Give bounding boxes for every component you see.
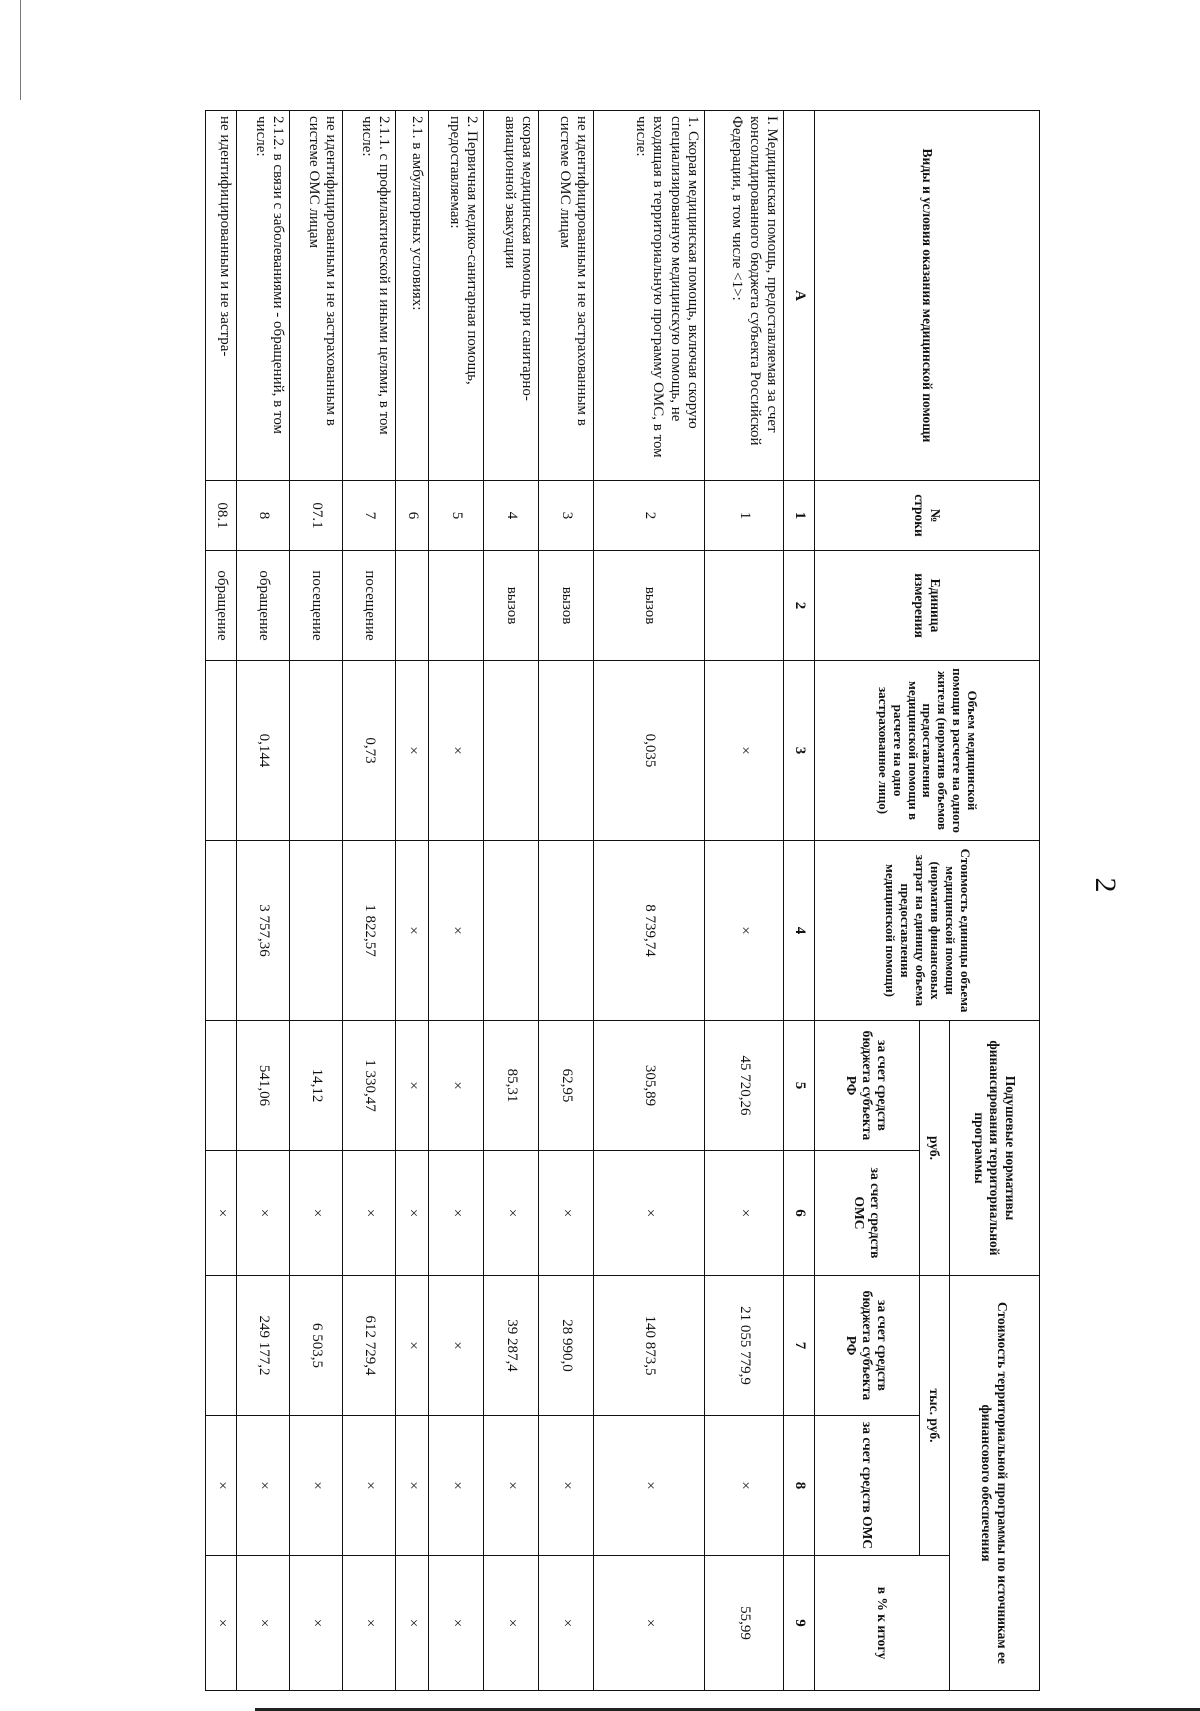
row-percent: × bbox=[396, 1556, 429, 1691]
row-cost-oms: × bbox=[705, 1416, 784, 1556]
header-unit: Единица измерения bbox=[815, 551, 1040, 661]
row-line: 6 bbox=[396, 481, 429, 551]
row-cost-oms: × bbox=[237, 1416, 290, 1556]
row-unit-cost bbox=[290, 841, 343, 1021]
header-percent: в % к итогу bbox=[815, 1556, 950, 1691]
table-row bbox=[396, 111, 429, 1691]
row-cost-oms: × bbox=[484, 1416, 539, 1556]
row-cost-budget: 28 990,0 bbox=[539, 1276, 594, 1416]
table-row bbox=[237, 111, 290, 1691]
row-norm-budget: × bbox=[396, 1021, 429, 1151]
row-norm-budget: 541,06 bbox=[237, 1021, 290, 1151]
row-line: 1 bbox=[705, 481, 784, 551]
index-cell: 3 bbox=[784, 661, 815, 841]
row-cost-budget: 249 177,2 bbox=[237, 1276, 290, 1416]
row-norm-oms: × bbox=[539, 1151, 594, 1276]
table-row bbox=[290, 111, 343, 1691]
row-cost-budget: 39 287,4 bbox=[484, 1276, 539, 1416]
row-percent: × bbox=[484, 1556, 539, 1691]
row-line: 5 bbox=[429, 481, 484, 551]
header-per-capita-norms: Подушевые нормативы финансирования территориальной программы bbox=[950, 1021, 1040, 1276]
index-cell: 7 bbox=[784, 1276, 815, 1416]
table-row bbox=[705, 111, 784, 1691]
row-line: 4 bbox=[484, 481, 539, 551]
row-cost-oms: × bbox=[396, 1416, 429, 1556]
row-name: 2.1.2. в связи с заболеваниями - обращений, в том числе: bbox=[237, 111, 290, 481]
row-norm-oms: × bbox=[343, 1151, 396, 1276]
table-row bbox=[539, 111, 594, 1691]
index-cell: А bbox=[784, 111, 815, 481]
row-unit bbox=[705, 551, 784, 661]
row-volume: 0,035 bbox=[594, 661, 705, 841]
row-norm-budget: 45 720,26 bbox=[705, 1021, 784, 1151]
row-cost-budget: 6 503,5 bbox=[290, 1276, 343, 1416]
header-line-no: № строки bbox=[815, 481, 1040, 551]
header-cost-budget: за счет средств бюджета субъекта РФ bbox=[815, 1276, 920, 1416]
row-norm-budget: 1 330,47 bbox=[343, 1021, 396, 1151]
table-header bbox=[784, 111, 1040, 1691]
row-name: не идентифицированным и не застрахованным в системе ОМС лицам bbox=[290, 111, 343, 481]
index-cell: 6 bbox=[784, 1151, 815, 1276]
header-unit-cost: Стоимость единицы объема медицинской помощи (норматив финансовых затрат на единицу объема предоставления медицинской помощи) bbox=[815, 841, 1040, 1021]
table-row bbox=[484, 111, 539, 1691]
index-cell: 5 bbox=[784, 1021, 815, 1151]
row-name: I. Медицинская помощь, предоставляемая за счет консолидированного бюджета субъекта Российской Федерации, в том числе <1>: bbox=[705, 111, 784, 481]
row-norm-oms: × bbox=[396, 1151, 429, 1276]
row-unit-cost: × bbox=[396, 841, 429, 1021]
row-cost-oms: × bbox=[539, 1416, 594, 1556]
row-percent: × bbox=[206, 1556, 237, 1691]
row-cost-budget: 140 873,5 bbox=[594, 1276, 705, 1416]
header-cost-oms: за счет средств ОМС bbox=[815, 1416, 920, 1556]
row-unit-cost: 8 739,74 bbox=[594, 841, 705, 1021]
row-unit: вызов bbox=[539, 551, 594, 661]
row-unit: посещение bbox=[290, 551, 343, 661]
row-cost-oms: × bbox=[429, 1416, 484, 1556]
header-program-cost: Стоимость территориальной программы по источникам ее финансового обеспечения bbox=[950, 1276, 1040, 1691]
index-cell: 9 bbox=[784, 1556, 815, 1691]
row-line: 08.1 bbox=[206, 481, 237, 551]
row-norm-oms: × bbox=[290, 1151, 343, 1276]
header-norms-oms: за счет средств ОМС bbox=[815, 1151, 920, 1276]
row-line: 3 bbox=[539, 481, 594, 551]
header-norms-unit: руб. bbox=[920, 1021, 950, 1276]
row-percent: × bbox=[594, 1556, 705, 1691]
row-norm-budget: 85,31 bbox=[484, 1021, 539, 1151]
column-index-row bbox=[784, 111, 815, 1691]
row-unit-cost: 3 757,36 bbox=[237, 841, 290, 1021]
row-line: 2 bbox=[594, 481, 705, 551]
row-volume bbox=[206, 661, 237, 841]
row-norm-oms: × bbox=[705, 1151, 784, 1276]
row-cost-oms: × bbox=[206, 1416, 237, 1556]
row-cost-oms: × bbox=[343, 1416, 396, 1556]
index-cell: 2 bbox=[784, 551, 815, 661]
table-row bbox=[594, 111, 705, 1691]
table-row bbox=[206, 111, 237, 1691]
header-volume: Объем медицинской помощи в расчете на одного жителя (норматив объемов предоставления медицинской помощи в расчете на одно застрахованное лицо) bbox=[815, 661, 1040, 841]
row-volume bbox=[484, 661, 539, 841]
row-unit-cost: × bbox=[429, 841, 484, 1021]
row-cost-budget: 612 729,4 bbox=[343, 1276, 396, 1416]
row-norm-budget: 14,12 bbox=[290, 1021, 343, 1151]
row-unit-cost bbox=[539, 841, 594, 1021]
territorial-program-table bbox=[205, 110, 1040, 1691]
row-cost-budget bbox=[206, 1276, 237, 1416]
row-cost-budget: × bbox=[429, 1276, 484, 1416]
page-number: 2 bbox=[1089, 877, 1122, 893]
row-unit: обращение bbox=[237, 551, 290, 661]
row-volume: × bbox=[429, 661, 484, 841]
header-cost-unit: тыс. руб. bbox=[920, 1276, 950, 1556]
row-norm-oms: × bbox=[206, 1151, 237, 1276]
table-row bbox=[429, 111, 484, 1691]
row-volume: 0,144 bbox=[237, 661, 290, 841]
row-line: 07.1 bbox=[290, 481, 343, 551]
table-body bbox=[206, 111, 784, 1691]
row-line: 8 bbox=[237, 481, 290, 551]
row-cost-oms: × bbox=[290, 1416, 343, 1556]
table-row bbox=[343, 111, 396, 1691]
row-norm-budget: 305,89 bbox=[594, 1021, 705, 1151]
index-cell: 1 bbox=[784, 481, 815, 551]
header-kinds: Виды и условия оказания медицинской помощи bbox=[815, 111, 1040, 481]
row-name: 2.1.1. с профилактической и иными целями, в том числе: bbox=[343, 111, 396, 481]
row-unit: вызов bbox=[594, 551, 705, 661]
row-line: 7 bbox=[343, 481, 396, 551]
row-volume: 0,73 bbox=[343, 661, 396, 841]
row-unit-cost: × bbox=[705, 841, 784, 1021]
row-name: 2.1. в амбулаторных условиях: bbox=[396, 111, 429, 481]
row-unit: обращение bbox=[206, 551, 237, 661]
row-cost-oms: × bbox=[594, 1416, 705, 1556]
row-volume: × bbox=[396, 661, 429, 841]
row-name: не идентифицированным и не застрахованным в системе ОМС лицам bbox=[539, 111, 594, 481]
row-norm-oms: × bbox=[237, 1151, 290, 1276]
row-unit-cost bbox=[484, 841, 539, 1021]
row-volume: × bbox=[705, 661, 784, 841]
row-percent: × bbox=[290, 1556, 343, 1691]
row-name: скорая медицинская помощь при санитарно-авиационной эвакуации bbox=[484, 111, 539, 481]
index-cell: 8 bbox=[784, 1416, 815, 1556]
header-norms-budget: за счет средств бюджета субъекта РФ bbox=[815, 1021, 920, 1151]
row-volume bbox=[290, 661, 343, 841]
row-percent: × bbox=[343, 1556, 396, 1691]
row-cost-budget: 21 055 779,9 bbox=[705, 1276, 784, 1416]
row-unit-cost: 1 822,57 bbox=[343, 841, 396, 1021]
row-name: не идентифицированным и не застра- bbox=[206, 111, 237, 481]
row-percent: 55,99 bbox=[705, 1556, 784, 1691]
row-unit bbox=[429, 551, 484, 661]
row-unit-cost bbox=[206, 841, 237, 1021]
row-norm-oms: × bbox=[484, 1151, 539, 1276]
row-norm-oms: × bbox=[429, 1151, 484, 1276]
row-percent: × bbox=[237, 1556, 290, 1691]
row-name: 2. Первичная медико-санитарная помощь, предоставляемая: bbox=[429, 111, 484, 481]
rotated-table-container bbox=[95, 110, 1040, 1690]
row-percent: × bbox=[429, 1556, 484, 1691]
scan-edge-line bbox=[20, 0, 21, 100]
row-norm-oms: × bbox=[594, 1151, 705, 1276]
index-cell: 4 bbox=[784, 841, 815, 1021]
row-name: 1. Скорая медицинская помощь, включая скорую специализированную медицинскую помощь, не входящая в территориальную программу ОМС, в том числе: bbox=[594, 111, 705, 481]
row-unit bbox=[396, 551, 429, 661]
row-norm-budget: 62,95 bbox=[539, 1021, 594, 1151]
row-percent: × bbox=[539, 1556, 594, 1691]
row-unit: посещение bbox=[343, 551, 396, 661]
row-norm-budget bbox=[206, 1021, 237, 1151]
row-unit: вызов bbox=[484, 551, 539, 661]
row-cost-budget: × bbox=[396, 1276, 429, 1416]
row-volume bbox=[539, 661, 594, 841]
row-norm-budget: × bbox=[429, 1021, 484, 1151]
